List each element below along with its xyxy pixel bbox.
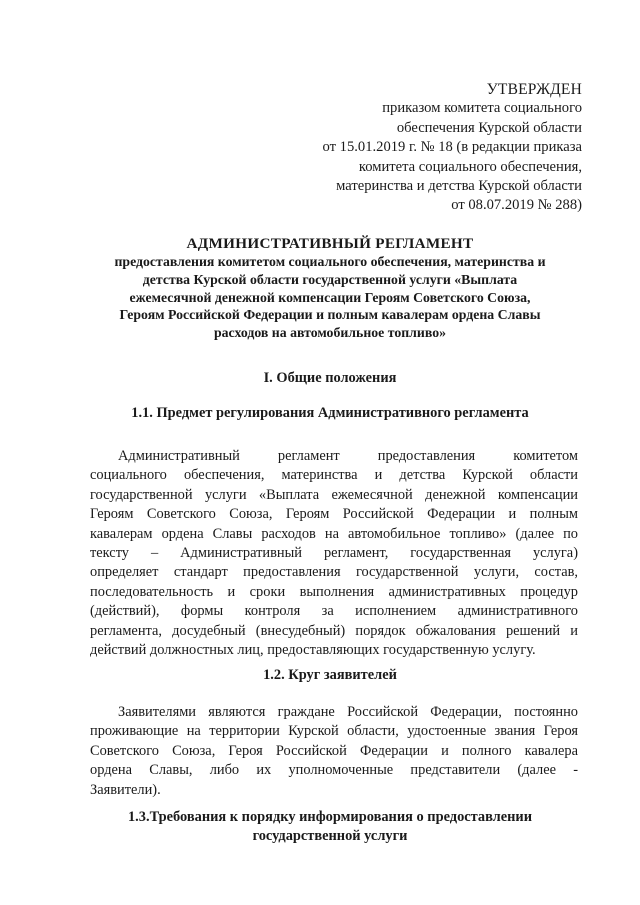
subtitle-line: детства Курской области государственной услуги «Выплата: [142, 271, 518, 287]
document-title: АДМИНИСТРАТИВНЫЙ РЕГЛАМЕНТ: [186, 235, 474, 252]
paragraph-1-2: [90, 703, 578, 800]
subtitle-line: ежемесячной денежной компенсации Героям Советского Союза,: [129, 289, 531, 305]
paragraph-line: ордена Славы, либо их уполномоченные представители (далее -: [90, 762, 578, 779]
paragraph-line: Заявители).: [90, 781, 161, 798]
paragraph-line: проживающие на территории Курской области, удостоенные звания Героя: [90, 723, 578, 740]
paragraph-line: социального обеспечения, материнства и детства Курской области: [90, 467, 578, 484]
approval-line: от 15.01.2019 г. № 18 (в редакции приказа: [322, 139, 582, 156]
approval-line: приказом комитета социального: [382, 100, 582, 117]
approval-heading: УТВЕРЖДЕН: [486, 81, 582, 98]
paragraph-line: последовательность и сроки выполнения административных процедур: [90, 583, 578, 600]
section-heading: I. Общие положения: [263, 370, 397, 386]
paragraph-line: действий должностных лиц, предоставляющих государственную услугу.: [90, 642, 536, 659]
approval-stamp-block: [323, 80, 582, 216]
paragraph-line: (действий), формы контроля за исполнением административного: [90, 603, 578, 620]
subtitle-line: Героям Российской Федерации и полным кавалерам ордена Славы: [119, 307, 541, 323]
document-title-block: [70, 234, 590, 342]
paragraph-line: государственной услуги «Выплата ежемесячной денежной компенсации: [90, 486, 578, 503]
paragraph-line: определяет стандарт предоставления государственной услуги, состав,: [90, 564, 578, 581]
paragraph-line: Героям Советского Союза, Героям Российской Федерации и полным: [90, 506, 578, 523]
heading-line: государственной услуги: [252, 828, 408, 844]
approval-line: от 08.07.2019 № 288): [451, 197, 582, 214]
subtitle-line: расходов на автомобильное топливо»: [213, 325, 447, 341]
subsection-heading-1-2: 1.2. Круг заявителей: [263, 667, 397, 683]
paragraph-line: Административный регламент предоставления комитетом: [118, 448, 578, 464]
paragraph-line: кавалерам ордена Славы расходов на автомобильное топливо» (далее по: [90, 525, 578, 542]
subsection-heading-1-1: 1.1. Предмет регулирования Административного регламента: [131, 405, 529, 421]
approval-line: комитета социального обеспечения,: [358, 158, 582, 175]
paragraph-1-1: [90, 447, 578, 660]
paragraph-line: Заявителями являются граждане Российской Федерации, постоянно: [118, 704, 578, 720]
approval-line: обеспечения Курской области: [396, 119, 582, 136]
subsection-heading-1-3: [70, 808, 590, 846]
paragraph-line: Советского Союза, Героя Российской Федерации и полного кавалера: [90, 742, 578, 759]
paragraph-line: регламента, досудебный (внесудебный) порядок обжалования решений и: [90, 622, 578, 639]
heading-line: 1.3.Требования к порядку информирования о предоставлении: [127, 809, 533, 825]
subtitle-line: предоставления комитетом социального обеспечения, материнства и: [114, 254, 546, 269]
approval-line: материнства и детства Курской области: [336, 178, 582, 195]
paragraph-line: тексту – Административный регламент, государственная услуга): [90, 545, 578, 562]
document-subtitle: [70, 253, 590, 342]
